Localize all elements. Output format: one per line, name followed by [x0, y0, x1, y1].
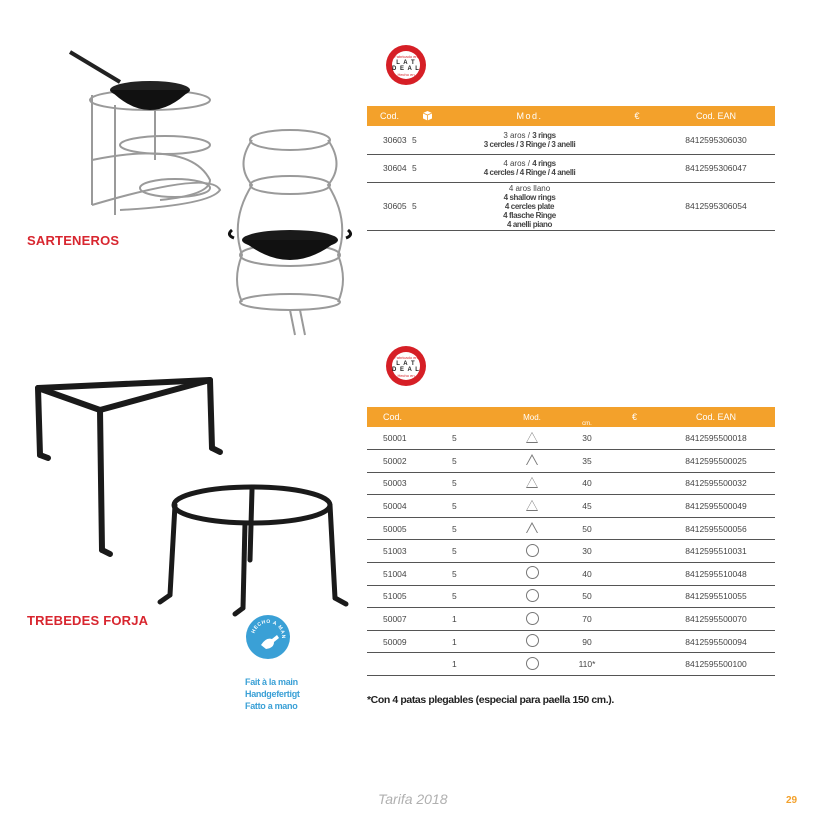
badge-main-text: L A T — [396, 60, 416, 66]
page-number: 29 — [786, 795, 798, 806]
row-qty: 5 — [452, 517, 502, 540]
row-ean: 8412595510031 — [657, 540, 775, 563]
sartenero-section-title: SARTENEROS — [27, 233, 120, 248]
table-row — [367, 427, 775, 450]
row-cod: 50003 — [367, 472, 452, 495]
header-mod: Mod. — [502, 407, 562, 427]
footnote: *Con 4 patas plegables (especial para paella 150 cm.). — [367, 694, 614, 706]
row-qty: 5 — [412, 182, 442, 230]
row-price — [612, 585, 657, 608]
badge-top-text: Fabricado en — [394, 355, 418, 360]
table-row — [367, 450, 775, 473]
header-price: € — [617, 106, 657, 126]
row-cod: 30605 — [367, 182, 412, 230]
badge-bottom-text: Hecho en España — [397, 373, 415, 384]
trebedes-illustration — [30, 370, 360, 620]
row-qty: 5 — [412, 154, 442, 182]
row-qty: 5 — [452, 563, 502, 586]
triangle-icon — [526, 454, 538, 465]
row-ean: 8412595510055 — [657, 585, 775, 608]
row-qty: 5 — [452, 472, 502, 495]
row-qty: 5 — [452, 585, 502, 608]
circle-icon — [526, 544, 539, 557]
triangle-icon — [526, 432, 538, 443]
row-cm: 70 — [562, 608, 612, 631]
row-shape — [502, 495, 562, 518]
table-row — [367, 540, 775, 563]
footer-text: Tarifa 2018 — [378, 791, 448, 807]
row-ean: 8412595500018 — [657, 427, 775, 450]
row-ean: 8412595510048 — [657, 563, 775, 586]
row-qty: 5 — [412, 126, 442, 154]
table-row — [367, 126, 775, 154]
row-ean: 8412595306047 — [657, 154, 775, 182]
row-qty: 5 — [452, 450, 502, 473]
row-price — [612, 472, 657, 495]
row-cod: 30604 — [367, 154, 412, 182]
badge-bottom-text: Hecho en España — [397, 72, 415, 83]
row-mod: 4 aros llano 4 shallow rings 4 cercles plate 4 flasche Ringe 4 anelli piano — [442, 182, 617, 230]
triangle-icon — [526, 477, 538, 488]
row-cod: 51003 — [367, 540, 452, 563]
table-row — [367, 154, 775, 182]
row-mod: 4 aros / 4 rings 4 cercles / 4 Ringe / 4 anelli — [442, 154, 617, 182]
row-cod: 51004 — [367, 563, 452, 586]
row-mod: 3 aros / 3 rings 3 cercles / 3 Ringe / 3 anelli — [442, 126, 617, 154]
table-row — [367, 563, 775, 586]
header-cod: Cod. — [367, 407, 452, 427]
row-price — [612, 450, 657, 473]
row-ean: 8412595500056 — [657, 517, 775, 540]
row-ean: 8412595306054 — [657, 182, 775, 230]
header-ean: Cod. EAN — [657, 407, 775, 427]
row-qty: 1 — [452, 653, 502, 676]
row-price — [612, 517, 657, 540]
row-cod: 51005 — [367, 585, 452, 608]
hand-icon — [246, 615, 290, 659]
row-ean: 8412595500094 — [657, 630, 775, 653]
badge-main-text-2: D E A L — [392, 66, 420, 72]
row-shape — [502, 517, 562, 540]
row-qty: 5 — [452, 427, 502, 450]
row-shape — [502, 653, 562, 676]
made-in-badge-1 — [386, 45, 426, 85]
header-ean: Cod. EAN — [657, 106, 775, 126]
table-header-row — [367, 407, 775, 427]
table-row — [367, 630, 775, 653]
badge-main-text-2: D E A L — [392, 367, 420, 373]
row-ean: 8412595500032 — [657, 472, 775, 495]
header-cm: cm. — [562, 407, 612, 427]
row-shape — [502, 540, 562, 563]
sartenero-table — [367, 106, 775, 231]
row-price — [612, 630, 657, 653]
row-cod: 50001 — [367, 427, 452, 450]
table-header-row — [367, 106, 775, 126]
header-mod: Mod. — [442, 106, 617, 126]
triangle-icon — [526, 500, 538, 511]
sartenero-illustration — [60, 40, 360, 345]
row-cm: 50 — [562, 585, 612, 608]
table-row — [367, 608, 775, 631]
row-qty: 5 — [452, 495, 502, 518]
handmade-text: Fait à la main Handgefertigt Fatto a mano — [245, 677, 300, 711]
row-price — [612, 495, 657, 518]
row-cm: 45 — [562, 495, 612, 518]
circle-icon — [526, 589, 539, 602]
row-cod: 50002 — [367, 450, 452, 473]
row-cm: 30 — [562, 427, 612, 450]
row-cm: 50 — [562, 517, 612, 540]
row-cod: 30603 — [367, 126, 412, 154]
row-shape — [502, 630, 562, 653]
row-price — [612, 653, 657, 676]
header-cod: Cod. — [367, 106, 412, 126]
row-shape — [502, 427, 562, 450]
circle-icon — [526, 612, 539, 625]
row-shape — [502, 585, 562, 608]
row-cm: 40 — [562, 472, 612, 495]
row-cm: 40 — [562, 563, 612, 586]
row-price — [612, 427, 657, 450]
row-shape — [502, 563, 562, 586]
row-cm: 30 — [562, 540, 612, 563]
table-row — [367, 472, 775, 495]
box-icon — [412, 106, 442, 126]
circle-icon — [526, 634, 539, 647]
row-cm: 90 — [562, 630, 612, 653]
table-row — [367, 585, 775, 608]
trebedes-section-title: TREBEDES FORJA — [27, 613, 149, 628]
row-cod: 50005 — [367, 517, 452, 540]
row-ean: 8412595306030 — [657, 126, 775, 154]
row-ean: 8412595500049 — [657, 495, 775, 518]
row-cod: 50009 — [367, 630, 452, 653]
trebedes-table — [367, 407, 775, 676]
row-shape — [502, 608, 562, 631]
table-row — [367, 182, 775, 230]
table-row — [367, 517, 775, 540]
circle-icon — [526, 566, 539, 579]
table-row — [367, 653, 775, 676]
badge-top-text: Fabricado en — [394, 54, 418, 59]
row-cod: 50007 — [367, 608, 452, 631]
header-price: € — [612, 407, 657, 427]
row-shape — [502, 472, 562, 495]
row-ean: 8412595500100 — [657, 653, 775, 676]
row-qty: 5 — [452, 540, 502, 563]
badge-main-text: L A T — [396, 361, 416, 367]
row-cod: 50004 — [367, 495, 452, 518]
row-price — [612, 608, 657, 631]
svg-text:HECHO A MANO: HECHO A MAN — [250, 618, 287, 639]
row-qty: 1 — [452, 608, 502, 631]
row-price — [612, 563, 657, 586]
row-cm: 110* — [562, 653, 612, 676]
row-shape — [502, 450, 562, 473]
row-cod — [367, 653, 452, 676]
triangle-icon — [526, 522, 538, 533]
table-row — [367, 495, 775, 518]
row-qty: 1 — [452, 630, 502, 653]
circle-icon — [526, 657, 539, 670]
handmade-seal — [246, 615, 290, 659]
row-price — [612, 540, 657, 563]
row-ean: 8412595500070 — [657, 608, 775, 631]
row-cm: 35 — [562, 450, 612, 473]
trebedes-table-body — [367, 427, 775, 676]
row-ean: 8412595500025 — [657, 450, 775, 473]
made-in-badge-2 — [386, 346, 426, 386]
